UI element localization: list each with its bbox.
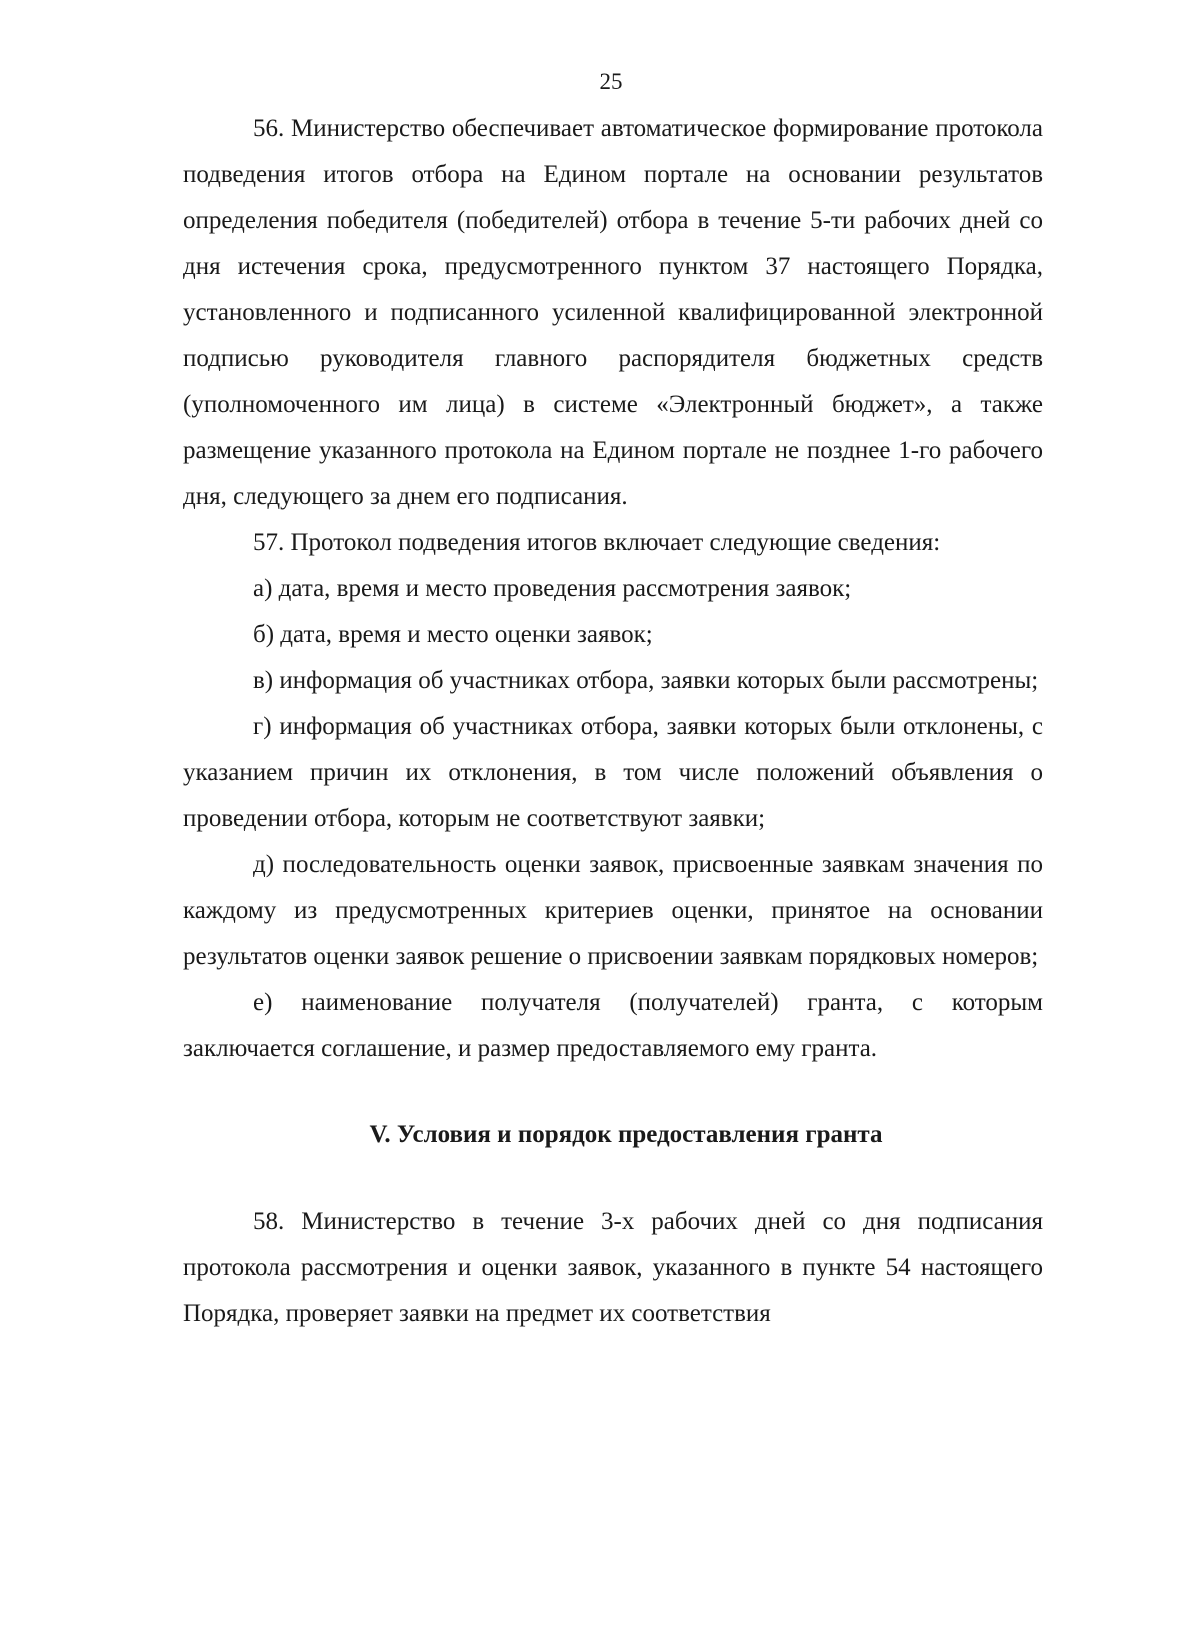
paragraph-57: 57. Протокол подведения итогов включает следующие сведения: — [253, 529, 941, 556]
paragraph-56: 56. Министерство обеспечивает автоматическое формирование протокола подведения итогов отбора на Едином портале на основании результатов определения победителя (победителей) отбора в течение 5-ти рабочих дней со дня истечения срока, предусмотренного пунктом 37 настоящего Порядка, установленного и подписанного усиленной квалифицированной электронной подписью руководителя главного распорядителя бюджетных средств (уполномоченного им лица) в системе «Электронный бюджет», а также размещение указанного протокола на Едином портале не позднее 1-го рабочего дня, следующего за днем его подписания. — [183, 115, 1043, 510]
paragraph-58: 58. Министерство в течение 3-х рабочих дней со дня подписания протокола рассмотрения и оценки заявок, указанного в пункте 54 настоящего Порядка, проверяет заявки на предмет их соответствия — [183, 1208, 1043, 1327]
paragraph-57-g: г) информация об участниках отбора, заявки которых были отклонены, с указанием причин их отклонения, в том числе положений объявления о проведении отбора, которым не соответствуют заявки; — [183, 713, 1043, 832]
paragraph-57-v: в) информация об участниках отбора, заявки которых были рассмотрены; — [253, 667, 1039, 694]
paragraph-57-d: д) последовательность оценки заявок, присвоенные заявкам значения по каждому из предусмотренных критериев оценки, принятое на основании результатов оценки заявок решение о присвоении заявкам порядковых номеров; — [183, 851, 1043, 970]
page-number: 25 — [599, 69, 623, 94]
paragraph-57-a: а) дата, время и место проведения рассмотрения заявок; — [253, 575, 852, 602]
section-heading: V. Условия и порядок предоставления гранта — [369, 1121, 883, 1148]
paragraph-57-b: б) дата, время и место оценки заявок; — [253, 621, 653, 648]
document-body — [183, 106, 1043, 1337]
paragraph-57-e: е) наименование получателя (получателей) гранта, с которым заключается соглашение, и размер предоставляемого ему гранта. — [183, 989, 1043, 1062]
